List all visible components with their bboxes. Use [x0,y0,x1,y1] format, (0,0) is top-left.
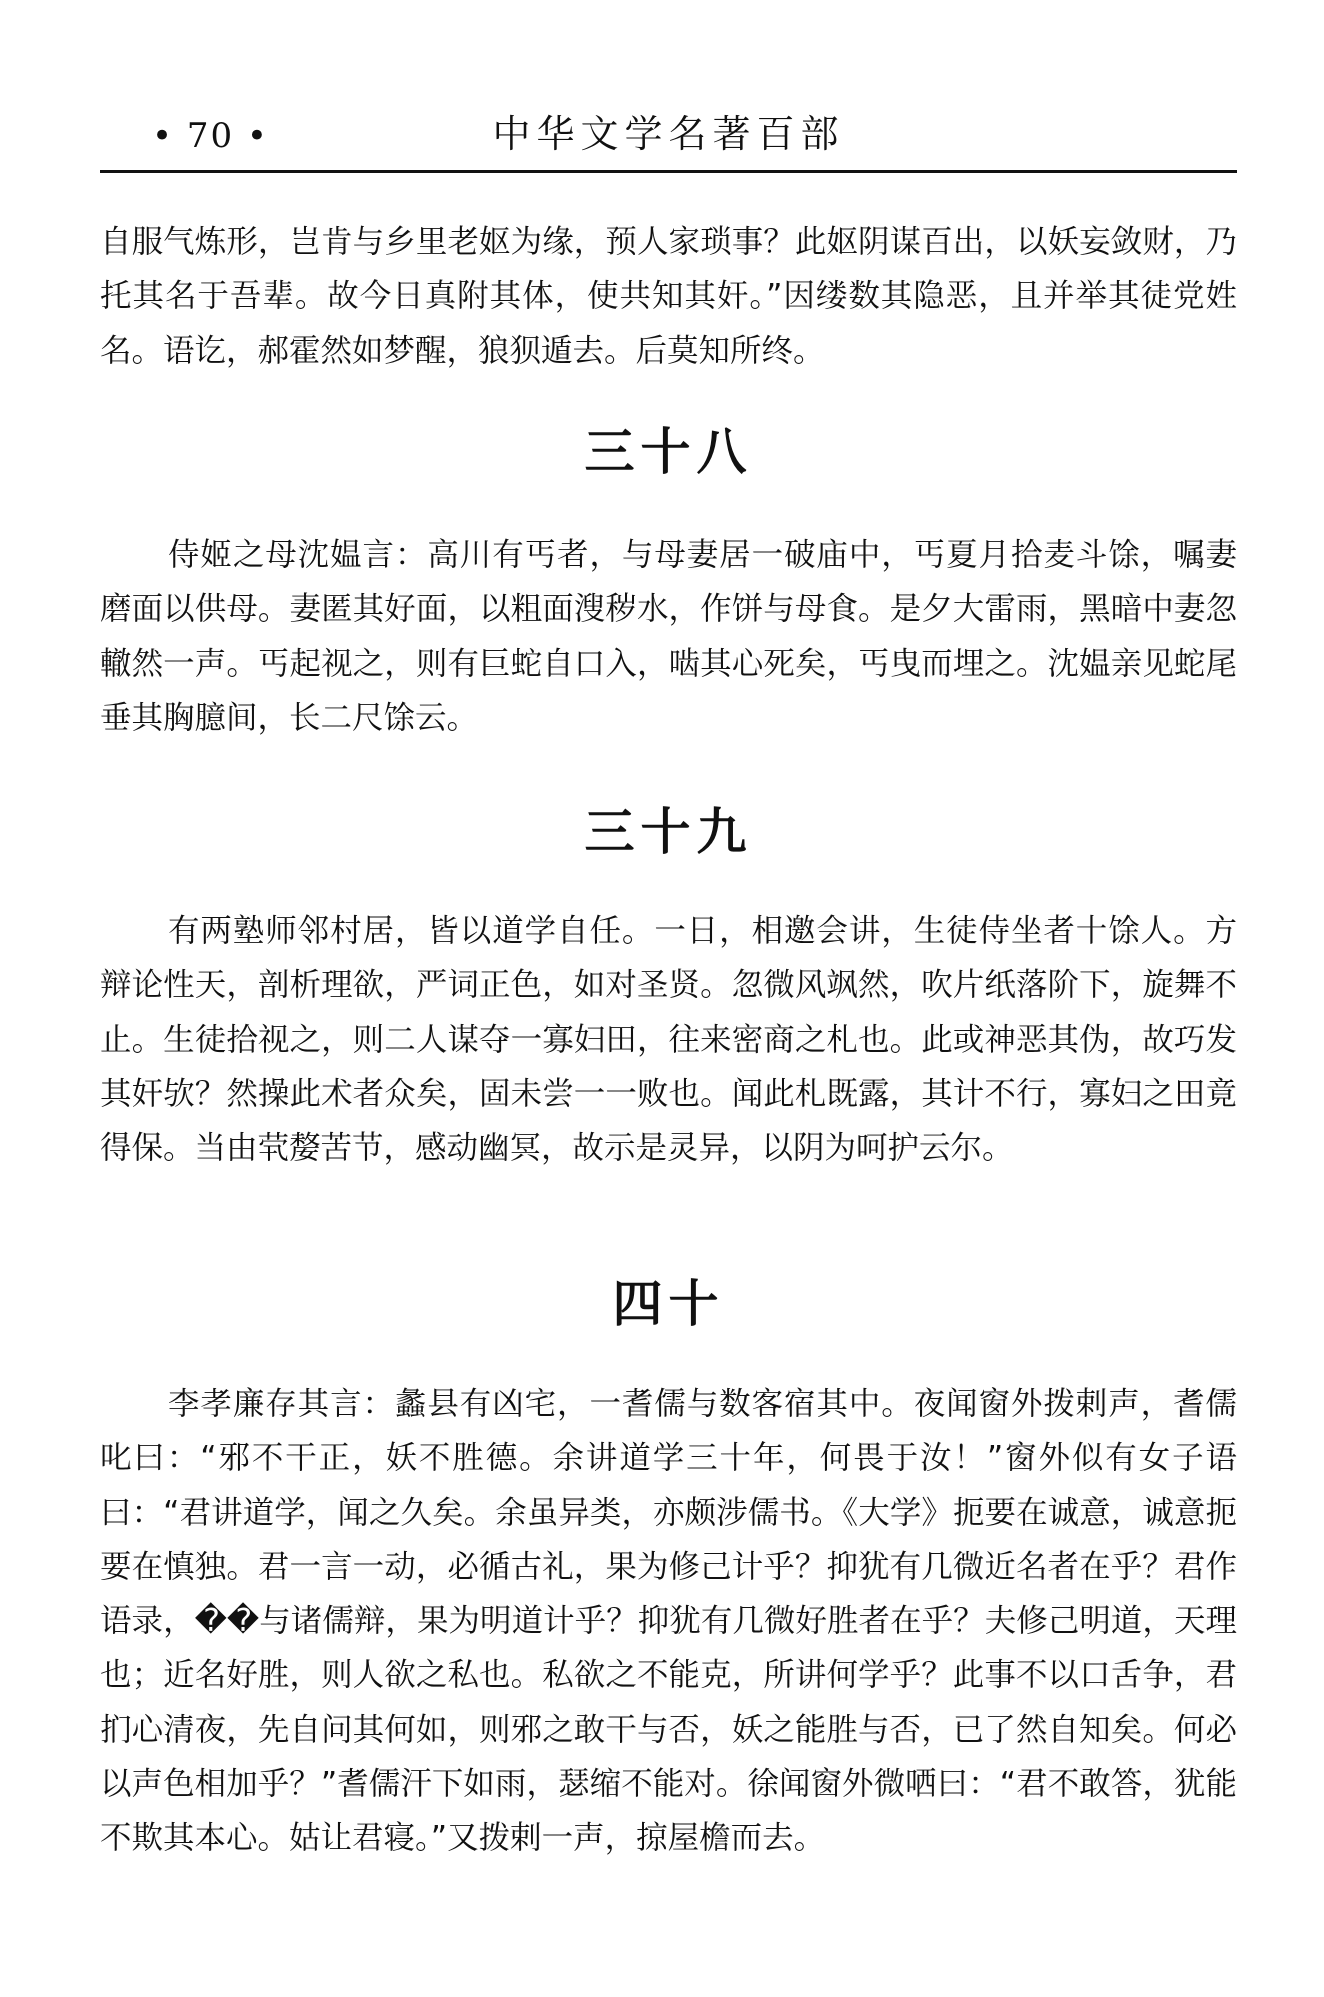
paragraph-40: 李孝廉存其言：蠡县有凶宅，一耆儒与数客宿其中。夜闻窗外拨剌声，耆儒叱曰：“邪不干正，妖不胜德。余讲道学三十年，何畏于汝！”窗外似有女子语曰：“君讲道学，闻之久矣。余虽异类，亦颇涉儒书。《大学》扼要在诚意，诚意扼要在慎独。君一言一动，必循古礼，果为修己计乎？抑犹有几微近名者在乎？君作语录，��与诸儒辩，果为明道计乎？抑犹有几微好胜者在乎？夫修己明道，天理也；近名好胜，则人欲之私也。私欲之不能克，所讲何学乎？此事不以口舌争，君扪心清夜，先自问其何如，则邪之敢干与否，妖之能胜与否，已了然自知矣。何必以声色相加乎？”耆儒汗下如雨，瑟缩不能对。徐闻窗外微哂曰：“君不敢答，犹能不欺其本心。姑让君寝。”又拨剌一声，掠屋檐而去。 [100,1386,1237,1857]
section-title-39: 三十九 [584,803,753,861]
book-page [100,0,1237,1997]
header-rule [100,170,1237,173]
paragraph-39: 有两塾师邻村居，皆以道学自任。一日，相邀会讲，生徒侍坐者十馀人。方辩论性天，剖析理欲，严词正色，如对圣贤。忽微风飒然，吹片纸落阶下，旋舞不止。生徒拾视之，则二人谋夺一寡妇田，往来密商之札也。此或神恶其伪，故巧发其奸欤？然操此术者众矣，固未尝一一败也。闻此札既露，其计不行，寡妇之田竟得保。当由茕嫠苦节，感动幽冥，故示是灵异，以阴为呵护云尔。 [100,913,1237,1167]
section-title-38: 三十八 [584,423,753,481]
paragraph-continued: 自服气炼形，岂肯与乡里老妪为缘，预人家琐事？此妪阴谋百出，以妖妄敛财，乃托其名于吾辈。故今日真附其体，使共知其奸。”因缕数其隐恶，且并举其徒党姓名。语讫，郝霍然如梦醒，狼狈遁去。后莫知所终。 [100,224,1237,369]
section-title-40: 四十 [612,1275,725,1333]
running-header [100,108,1237,168]
book-title: 中华文学名著百部 [492,112,845,156]
page-number: • 70 • [152,116,269,156]
paragraph-38: 侍姬之母沈媪言：高川有丐者，与母妻居一破庙中，丐夏月拾麦斗馀，嘱妻磨面以供母。妻匿其好面，以粗面溲秽水，作饼与母食。是夕大雷雨，黑暗中妻忽轍然一声。丐起视之，则有巨蛇自口入，啮其心死矣，丐曳而埋之。沈媪亲见蛇尾垂其胸臆间，长二尺馀云。 [100,537,1237,736]
